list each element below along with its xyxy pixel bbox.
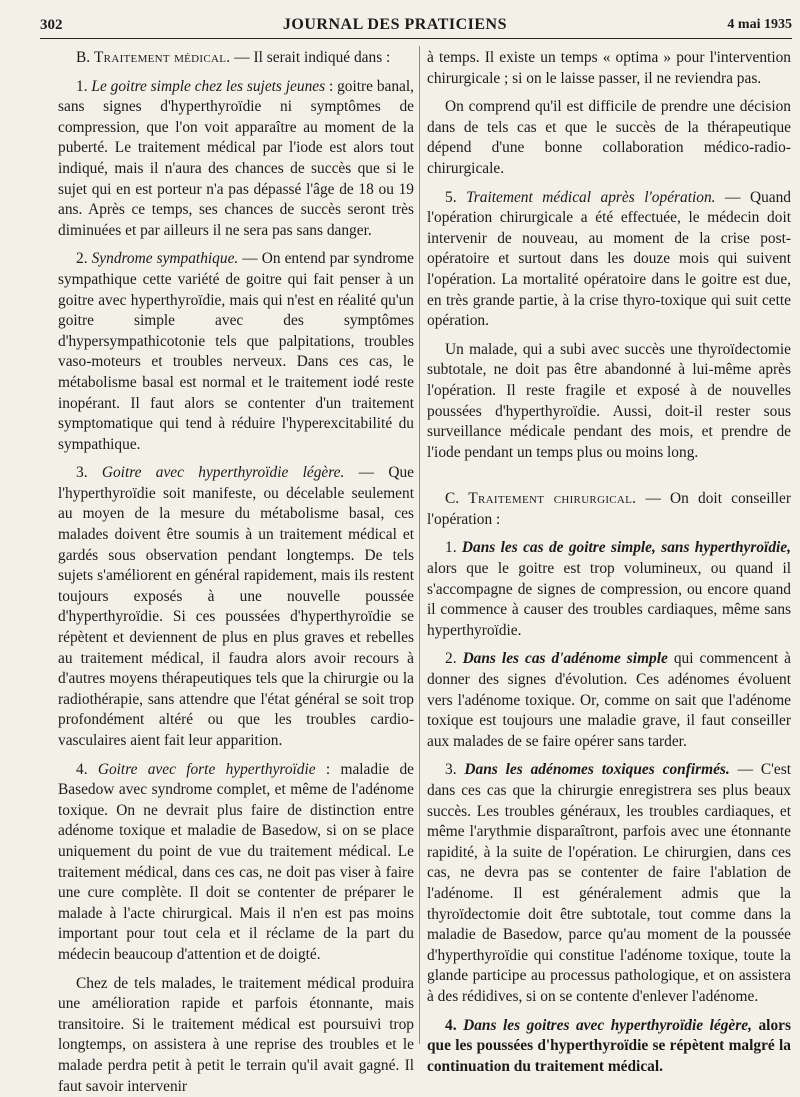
paragraph-title: Dans les cas d'adénome simple — [462, 650, 668, 668]
paragraph-title: Dans les adénomes toxiques confirmés. — [464, 761, 730, 779]
paragraph-b5-continued: Un malade, qui a subi avec succès une thyroïdectomie subtotale, ne doit pas être abandonné à lui-même après l'opération. Il reste fragile et exposé à de nouvelles poussées d'hyperthyroïdie. Aussi, doit-il rester sous surveillance médicale pendant des mois, et prendre de l'iode pendant un temps plus ou moins long. — [427, 340, 791, 461]
section-b-title: Traitement médical. — [93, 49, 231, 66]
paragraph-c4: 4. Dans les goitres avec hyperthyroïdie légère, alors que les poussées d'hyperthyroïdie se répètent malgré la continuation du traitement médical. — [427, 1016, 791, 1075]
paragraph-c2: 2. Dans les cas d'adénome simple qui commencent à donner des signes d'évolution. Ces adénomes évoluent vers l'adénome toxique. Or, comme on sait que l'adénome toxique est toujours une maladie grave, il faut conseiller aux malades de se faire opérer sans tarder. — [427, 650, 791, 750]
paragraph-continuation: à temps. Il existe un temps « optima » pour l'intervention chirurgicale ; si on le laisse passer, il ne reviendra pas. — [427, 49, 791, 87]
paragraph-title: Traitement médical après l'opération. — [466, 188, 716, 206]
column-divider — [419, 46, 420, 1044]
section-b-heading: B. Traitement médical. — Il serait indiqué dans : — [76, 49, 391, 66]
page-header — [40, 12, 792, 39]
paragraph-title: Syndrome sympathique. — [91, 250, 239, 268]
section-spacer — [427, 471, 791, 489]
section-c-title: Traitement chirurgical. — [468, 490, 637, 508]
paragraph-c1: 1. Dans les cas de goitre simple, sans hyperthyroïdie, alors que le goitre est trop volumineux, ou quand il s'accompagne de signes de compression, ou encore quand il commence à causer des troubles cardiaques, même sans hyperthyroïdie. — [427, 539, 791, 639]
issue-date: 4 mai 1935 — [727, 17, 792, 32]
paragraph-b4: 4. Goitre avec forte hyperthyroïdie : maladie de Basedow avec syndrome complet, et même de l'adénome toxique. On ne devrait plus faire de distinction entre adénome toxique et maladie de Basedow, si on se place uniquement du point de vue du traitement médical. Le traitement médical, dans ces cas, ne doit pas viser à faire une cure complète. Il doit se contenter de préparer le malade à l'acte chirurgical. Mais il n'en est pas moins important pour tout cela et il réclame de la part du médecin beaucoup d'attention et de doigté. — [58, 760, 414, 963]
paragraph-title: Dans les cas de goitre simple, sans hyperthyroïdie, — [461, 539, 791, 557]
right-column — [427, 48, 791, 1075]
paragraph-b5: 5. Traitement médical après l'opération. — Quand l'opération chirurgicale a été effectuée, le médecin doit intervenir de nouveau, au moment de la crise post-opératoire et surtout dans les douze mois qui suivent l'opération. La mortalité opératoire dans le goitre est due, en très grande partie, à la crise thyro-toxique qui suit cette opération. — [427, 188, 791, 330]
paragraph-b4-continued: Chez de tels malades, le traitement médical produira une amélioration rapide et parfois étonnante, mais transitoire. Si le traitement médical est poursuivi trop longtemps, on assistera à une reprise des troubles et le malade perdra petit à petit le terrain qu'il avait gagné. Il faut savoir intervenir — [58, 974, 414, 1095]
paragraph-title: Dans les goitres avec hyperthyroïdie légère, — [463, 1016, 752, 1034]
paragraph-title: Goitre avec forte hyperthyroïdie — [97, 760, 316, 778]
page-number: 302 — [40, 16, 63, 33]
journal-title: JOURNAL DES PRATICIENS — [282, 16, 507, 33]
left-column — [58, 48, 415, 1095]
section-c-heading: C. Traitement chirurgical. — On doit conseiller l'opération : — [427, 490, 791, 528]
paragraph-b3: 3. Goitre avec hyperthyroïdie légère. — Que l'hyperthyroïdie soit manifeste, ou décelable seulement au moyen de la mesure du métabolisme basal, ces malades doivent être soumis à un traitement médical et gardés sous observation pendant longtemps. De tels sujets s'améliorent en général rapidement, mais ils restent toujours exposés à une nouvelle poussée d'hyperthyroïdie. Si ces poussées d'hyperthyroïdie se répètent et deviennent de plus en plus graves et rebelles au traitement médical, il faudra alors avoir recours à d'autres moyens thérapeutiques tels que la chirurgie ou la radiothérapie, sans attendre que l'état général se soit trop profondément altéré ou que les troubles cardio-vasculaires aient fait leur apparition. — [58, 464, 414, 749]
paragraph-title: Le goitre simple chez les sujets jeunes — [91, 77, 326, 95]
paragraph-decision: On comprend qu'il est difficile de prendre une décision dans de tels cas et que le succès de la thérapeutique dépend d'une bonne collaboration médico-radio-chirurgicale. — [427, 98, 791, 177]
paragraph-b1: 1. Le goitre simple chez les sujets jeunes : goitre banal, sans signes d'hyperthyroïdie ni symptômes de compression, que l'on voit apparaître au moment de la puberté. Le traitement médical par l'iode est alors tout indiqué, mais il n'aura des chances de succès que si le sujet qui en est porteur n'a pas dépassé l'âge de 18 ou 19 ans. Après ce temps, ses chances de succès seront très diminuées et par ailleurs il ne sera pas sans danger. — [58, 77, 415, 239]
paragraph-c3: 3. Dans les adénomes toxiques confirmés. — C'est dans ces cas que la chirurgie enregistrera ses plus beaux succès. Les troubles généraux, les troubles cardiaques, et même l'arythmie disparaîtront, parfois avec une étonnante rapidité, à la suite de l'opération. Le chirurgien, dans ces cas, ne devra pas se contenter de faire l'ablation de l'adénome. Il est généralement admis que la thyroïdectomie doit être subtotale, tout comme dans la maladie de Basedow, parce qu'au moment de la poussée d'hyperthyroïdie qui constitue l'adénome toxique, toute la glande participe au processus pathologique, et on assistera à des rédidives, si on se contente d'enlever l'adénome. — [427, 761, 791, 1005]
paragraph-b2: 2. Syndrome sympathique. — On entend par syndrome sympathique cette variété de goitre qui fait penser à un goitre avec hyperthyroïdie, mais qui n'est en réalité qu'un goitre simple avec des symptômes d'hypersympathicotonie tels que palpitations, troubles vaso-moteurs et troubles nerveux. Dans ces cas, le métabolisme basal est normal et le traitement iodé reste inopérant. Il faut alors se contenter d'un traitement symptomatique qui tend à réduire l'hyperexcitabilité du sympathique. — [58, 250, 415, 453]
paragraph-title: Goitre avec hyperthyroïdie légère. — [101, 464, 345, 482]
